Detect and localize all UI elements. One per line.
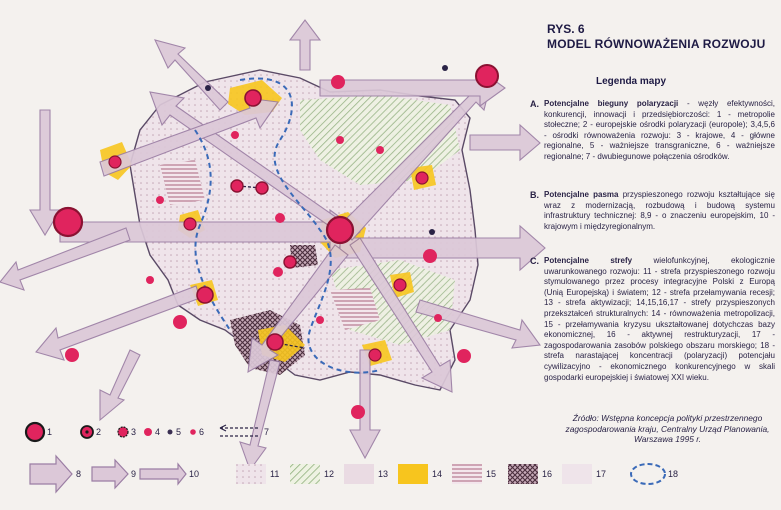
- key-label: 16: [542, 469, 553, 479]
- key-12-symbol: [290, 464, 320, 484]
- key-3-symbol: [118, 427, 128, 437]
- key-label: 9: [131, 469, 137, 479]
- key-label: 15: [486, 469, 497, 479]
- capital-metropolis: [476, 65, 498, 87]
- figure-title: MODEL RÓWNOWAŻENIA ROZWOJU: [547, 37, 766, 51]
- legend-heading: Legenda mapy: [596, 76, 667, 87]
- europole: [197, 287, 213, 303]
- capital-metropolis: [54, 208, 82, 236]
- regional-centre: [351, 405, 365, 419]
- section-letter: C.: [530, 256, 539, 266]
- regional-centre: [316, 316, 324, 324]
- key-5-symbol: [168, 430, 173, 435]
- key-label: 17: [596, 469, 607, 479]
- key-16-symbol: [508, 464, 538, 484]
- key-label: 11: [270, 469, 280, 479]
- key-4-symbol: [144, 428, 152, 436]
- section-text: przyspieszonego rozwoju kształtujące się wraz z modernizacją, rozbudową i budową systemu infrastruktury technicznej: 8,9 - o znaczeniu europejskim, 10 - krajowym i międzyregionalnym.: [544, 190, 775, 231]
- key-8-symbol: [30, 456, 72, 492]
- legend-section-a: [530, 99, 775, 163]
- europole: [267, 334, 283, 350]
- key-10-symbol: [140, 464, 186, 484]
- section-bold: Potencjalne strefy: [544, 256, 633, 265]
- key-label: 12: [324, 469, 335, 479]
- regional-centre: [457, 349, 471, 363]
- national-centre: [184, 218, 196, 230]
- regional-centre: [273, 267, 283, 277]
- key-label: 13: [378, 469, 389, 479]
- national-centre: [109, 156, 121, 168]
- key-1-symbol: [26, 423, 44, 441]
- key-label: 4: [155, 427, 161, 437]
- regional-centre: [231, 131, 239, 139]
- key-9-symbol: [92, 460, 128, 488]
- section-letter: B.: [530, 190, 539, 200]
- section-letter: A.: [530, 99, 539, 109]
- key-label: 14: [432, 469, 443, 479]
- europole: [245, 90, 261, 106]
- key-18-symbol: [631, 464, 665, 484]
- national-centre: [369, 349, 381, 361]
- key-label: 6: [199, 427, 205, 437]
- key-15-symbol: [452, 464, 482, 484]
- key-6-symbol: [190, 429, 196, 435]
- transborder-centre: [205, 85, 211, 91]
- key-label: 1: [47, 427, 53, 437]
- legend-section-c: [530, 256, 775, 383]
- section-bold: Potencjalne bieguny polaryzacji: [544, 99, 679, 108]
- key-13-symbol: [344, 464, 374, 484]
- section-bold: Potencjalne pasma: [544, 190, 619, 199]
- regional-centre: [336, 136, 344, 144]
- europole: [284, 256, 296, 268]
- regional-centre: [173, 315, 187, 329]
- section-text: - węzły efektywności, konkurencji, innowacji i przedsiębiorczości: 1 - metropolie stołeczne; 2 - europejskie ośrodki polaryzacji (europole); 3,4,5,6 - ośrodki równoważenia rozwoju: 3 - krajowe, 4 - główne regionalne, 5 - ważniejsze transgraniczne, 6 - ważniejsze regionalne; 7 - dwubiegunowe połączenia ośrodków.: [544, 99, 775, 161]
- transborder-centre: [442, 65, 448, 71]
- europole: [256, 182, 268, 194]
- key-label: 5: [176, 427, 182, 437]
- national-centre: [394, 279, 406, 291]
- national-centre: [416, 172, 428, 184]
- europole: [231, 180, 243, 192]
- regional-centre: [376, 146, 384, 154]
- key-17-symbol: [562, 464, 592, 484]
- key-label: 8: [76, 469, 82, 479]
- regional-centre: [146, 276, 154, 284]
- key-11-symbol: [236, 464, 266, 484]
- key-label: 3: [131, 427, 137, 437]
- section-text: wielofunkcyjnej, ekologicznie uwarunkowanego rozwoju: 11 - strefa przyspieszonego rozwoju stymulowanego przez procesy integracyjne Polski z Europą (Unią Europejską) i światem; 12 - strefa przełamywania recesji; 13 - strefa aktywizacji; 14,15,16,17 - strefy przyspieszonych przekształceń strukturalnych: 14 - równoważenia metropolizacji, 15 - przełamywania kryzysu ukształtowanej dotychczas bazy ekonomicznej, 16 - aktywnej restrukturyzacji, 17 - zagospodarowania zasobów polskiego obszaru morskiego; 18 - strefa narastającej koncentracji (polaryzacji) potencjału cywilizacyjno - ekonomicznego konkurencyjnego w skali gospodarki europejskiej i światowej XXI wieku.: [544, 256, 775, 382]
- source-note: Źródło: Wstępna koncepcja polityki przestrzennego zagospodarowania kraju, Centralny Urząd Planowania, Warszawa 1995 r.: [565, 413, 770, 444]
- key-label: 10: [189, 469, 200, 479]
- key-14-symbol: [398, 464, 428, 484]
- regional-centre: [434, 314, 442, 322]
- capital-metropolis: [327, 217, 353, 243]
- transborder-centre: [429, 229, 435, 235]
- regional-centre: [275, 213, 285, 223]
- figure-number: RYS. 6: [547, 22, 585, 36]
- regional-centre: [65, 348, 79, 362]
- key-label: 2: [96, 427, 102, 437]
- key-label: 7: [264, 427, 270, 437]
- regional-centre: [331, 75, 345, 89]
- regional-centre: [156, 196, 164, 204]
- key-label: 18: [668, 469, 679, 479]
- regional-centre: [423, 249, 437, 263]
- legend-section-b: [530, 190, 775, 232]
